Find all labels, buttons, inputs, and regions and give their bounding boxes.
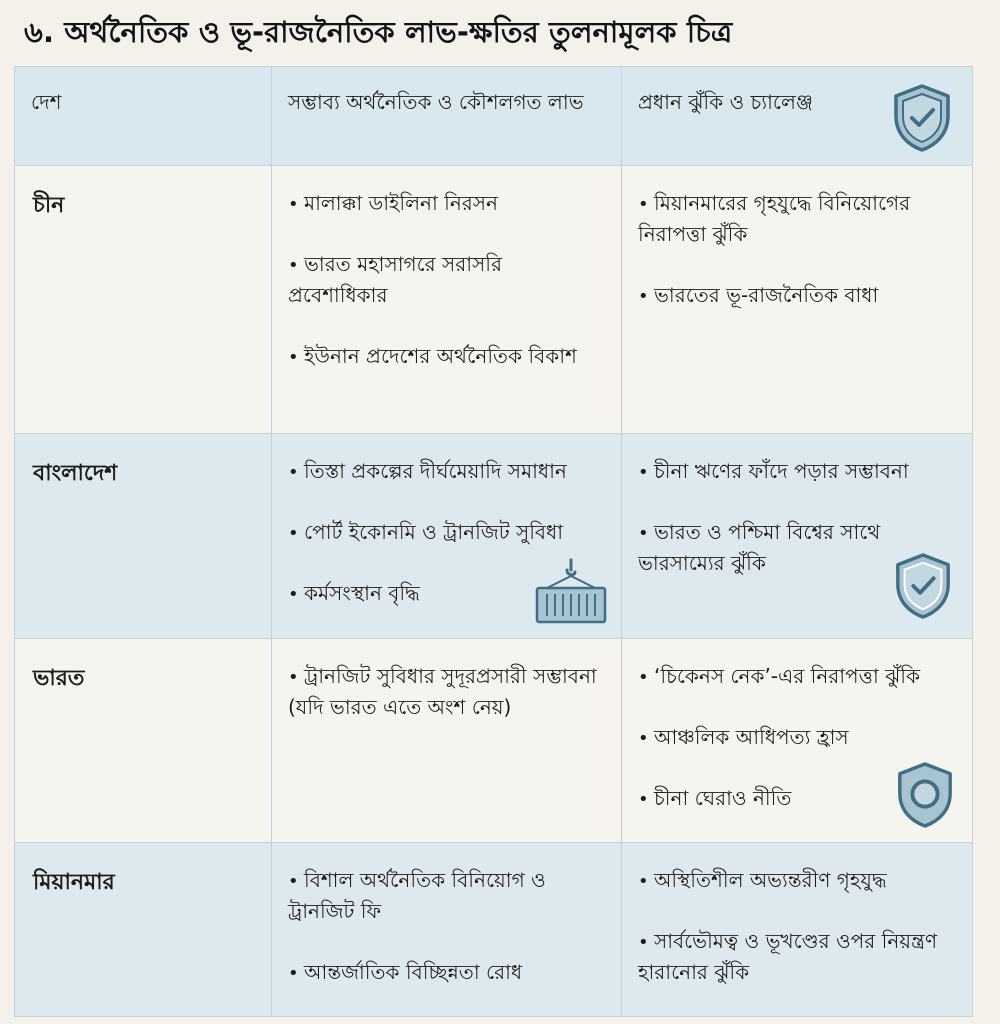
gain-text: বিশাল অর্থনৈতিক বিনিয়োগ ও ট্রানজিট ফি xyxy=(288,868,546,923)
list-item: • তিস্তা প্রকল্পের দীর্ঘমেয়াদি সমাধান xyxy=(288,459,567,483)
table-header-row xyxy=(15,67,973,166)
list-item: • আঞ্চলিক আধিপত্য হ্রাস xyxy=(638,725,849,749)
shield-icon xyxy=(894,760,956,834)
gain-text: কর্মসংস্থান বৃদ্ধি xyxy=(304,581,420,605)
list-item: • ভারত ও পশ্চিমা বিশ্বের সাথে ভারসাম্যের ঝুঁকি xyxy=(638,520,881,575)
list-item: • চীনা ঘেরাও নীতি xyxy=(638,786,792,810)
list-item: • ইউনান প্রদেশের অর্থনৈতিক বিকাশ xyxy=(288,344,577,368)
table-row xyxy=(15,434,973,639)
gains-cell xyxy=(272,434,622,639)
risk-text: মিয়ানমারের গৃহযুদ্ধে বিনিয়োগের নিরাপত্তা ঝুঁকি xyxy=(638,191,911,246)
country-name: মিয়ানমার xyxy=(33,870,115,895)
table-row xyxy=(15,166,973,434)
list-item: • ট্রানজিট সুবিধার সুদূরপ্রসারী সম্ভাবনা (যদি ভারত এতে অংশ নেয়) xyxy=(288,664,597,719)
risks-cell xyxy=(622,166,973,434)
risk-text: ভারতের ভূ-রাজনৈতিক বাধা xyxy=(654,283,879,307)
country-name: চীন xyxy=(33,193,65,218)
gain-text: ট্রানজিট সুবিধার সুদূরপ্রসারী সম্ভাবনা (যদি ভারত এতে অংশ নেয়) xyxy=(288,664,597,719)
list-item: • ভারত মহাসাগরে সরাসরি প্রবেশাধিকার xyxy=(288,252,502,307)
country-cell xyxy=(15,843,272,1017)
shield-check-icon xyxy=(890,83,954,162)
risks-cell xyxy=(622,843,973,1017)
gain-text: তিস্তা প্রকল্পের দীর্ঘমেয়াদি সমাধান xyxy=(304,459,567,483)
gain-text: মালাক্কা ডাইলিনা নিরসন xyxy=(304,191,498,215)
country-cell xyxy=(15,639,272,843)
shipping-container-icon xyxy=(531,556,611,630)
list-item: • বিশাল অর্থনৈতিক বিনিয়োগ ও ট্রানজিট ফি xyxy=(288,868,546,923)
risk-text: অস্থিতিশীল অভ্যন্তরীণ গৃহযুদ্ধ xyxy=(654,868,887,892)
list-item: • মালাক্কা ডাইলিনা নিরসন xyxy=(288,191,498,215)
risks-cell xyxy=(622,639,973,843)
list-item: • চীনা ঋণের ফাঁদে পড়ার সম্ভাবনা xyxy=(638,459,909,483)
list-item: • কর্মসংস্থান বৃদ্ধি xyxy=(288,581,420,605)
country-cell xyxy=(15,166,272,434)
list-item: • সার্বভৌমত্ব ও ভূখণ্ডের ওপর নিয়ন্ত্রণ হারানোর ঝুঁকি xyxy=(638,929,938,984)
list-item: • পোর্ট ইকোনমি ও ট্রানজিট সুবিধা xyxy=(288,520,564,544)
header-risks-label: প্রধান ঝুঁকি ও চ্যালেঞ্জ xyxy=(638,90,813,114)
gain-text: ইউনান প্রদেশের অর্থনৈতিক বিকাশ xyxy=(304,344,577,368)
list-item: • ভারতের ভূ-রাজনৈতিক বাধা xyxy=(638,283,879,307)
header-gains: সম্ভাব্য অর্থনৈতিক ও কৌশলগত লাভ xyxy=(272,67,622,166)
gains-cell xyxy=(272,843,622,1017)
gain-text: আন্তর্জাতিক বিচ্ছিন্নতা রোধ xyxy=(304,960,523,984)
list-item: • অস্থিতিশীল অভ্যন্তরীণ গৃহযুদ্ধ xyxy=(638,868,887,892)
header-risks xyxy=(622,67,973,166)
shield-check-icon xyxy=(892,552,954,624)
gain-text: ভারত মহাসাগরে সরাসরি প্রবেশাধিকার xyxy=(288,252,502,307)
country-name: ভারত xyxy=(33,666,85,691)
table-row xyxy=(15,843,973,1017)
header-country: দেশ xyxy=(15,67,272,166)
list-item: • আন্তর্জাতিক বিচ্ছিন্নতা রোধ xyxy=(288,960,523,984)
risk-text: ভারত ও পশ্চিমা বিশ্বের সাথে ভারসাম্যের ঝুঁকি xyxy=(638,520,881,575)
gain-text: পোর্ট ইকোনমি ও ট্রানজিট সুবিধা xyxy=(304,520,564,544)
page-title: ৬. অর্থনৈতিক ও ভূ-রাজনৈতিক লাভ-ক্ষতির তুলনামূলক চিত্র xyxy=(24,15,733,49)
table-row xyxy=(15,639,973,843)
risk-text: চীনা ঋণের ফাঁদে পড়ার সম্ভাবনা xyxy=(654,459,909,483)
country-name: বাংলাদেশ xyxy=(33,461,118,486)
list-item: • ‘চিকেনস নেক’-এর নিরাপত্তা ঝুঁকি xyxy=(638,664,920,688)
risk-text: আঞ্চলিক আধিপত্য হ্রাস xyxy=(654,725,849,749)
gains-cell xyxy=(272,166,622,434)
risk-text: ‘চিকেনস নেক’-এর নিরাপত্তা ঝুঁকি xyxy=(654,664,920,688)
risk-text: চীনা ঘেরাও নীতি xyxy=(654,786,792,810)
gains-cell xyxy=(272,639,622,843)
list-item: • মিয়ানমারের গৃহযুদ্ধে বিনিয়োগের নিরাপত্তা ঝুঁকি xyxy=(638,191,911,246)
country-cell xyxy=(15,434,272,639)
risk-text: সার্বভৌমত্ব ও ভূখণ্ডের ওপর নিয়ন্ত্রণ হারানোর ঝুঁকি xyxy=(638,929,938,984)
risks-cell xyxy=(622,434,973,639)
comparison-table xyxy=(14,66,973,1017)
